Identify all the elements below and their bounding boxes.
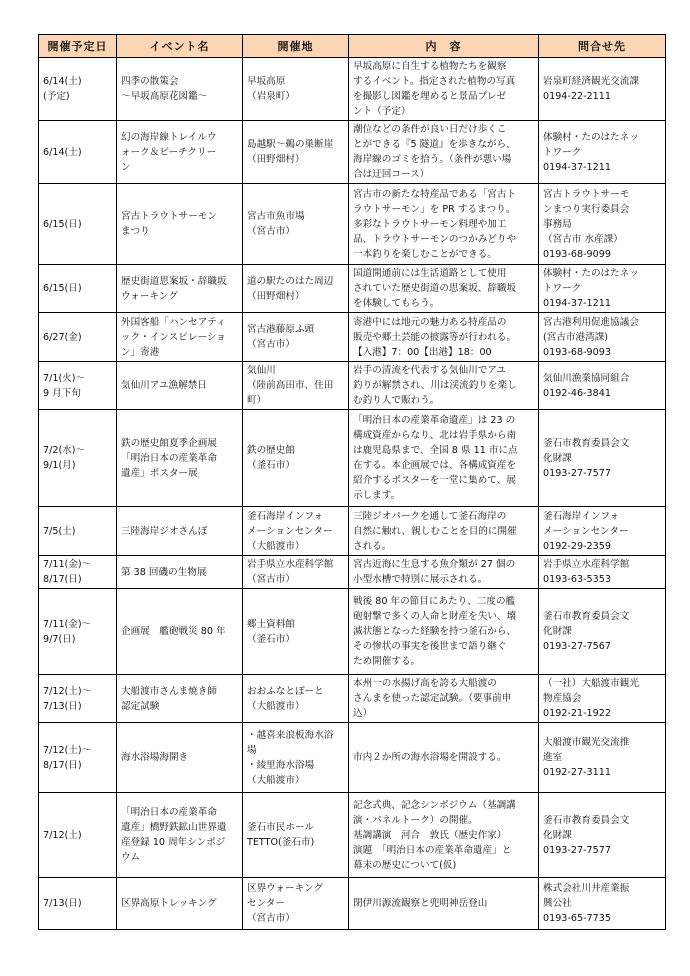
contact-line: 釜石市教育委員会文 — [543, 814, 630, 826]
table-row — [39, 265, 666, 313]
table-row — [39, 589, 666, 675]
venue-line: 岩手県立水産科学館 — [247, 559, 334, 570]
table-row — [39, 793, 666, 878]
cell-date — [39, 184, 117, 265]
contact-line: 0193-27-7567 — [543, 641, 611, 652]
content-line: 宮古市の新たな特産品である「宮古ト — [353, 188, 517, 200]
cell-event — [117, 556, 243, 589]
content-line: 国道開通前には生活道路として使用 — [353, 268, 507, 279]
event-line: 宮古トラウトサーモン — [121, 211, 217, 222]
event-line: ック・インスピレーショ — [121, 331, 226, 343]
venue-line: 釜石市民ホール — [247, 822, 314, 833]
contact-line: 体験村・たのはたネッ — [543, 268, 639, 279]
event-line: 四季の散策会 — [121, 76, 179, 87]
content-line: とができる『5 隧道』を歩きながら、 — [353, 139, 516, 150]
cell-date — [39, 675, 117, 723]
table-row — [39, 723, 666, 793]
contact-line: 宮古トラウトサーモ — [543, 188, 630, 200]
content-line: ため開催する。 — [353, 656, 421, 667]
header-venue: 開催地 — [243, 35, 349, 58]
content-line: 演・パネルトーク）の開催。 — [353, 814, 478, 826]
contact-line: 株式会社川井産業振 — [543, 883, 630, 894]
venue-line: （釜石市） — [247, 460, 295, 471]
contact-line: 0192-46-3841 — [543, 387, 611, 399]
content-line: 砲射撃で多くの人命と財産を失い、壊 — [353, 611, 517, 622]
venue-line: TETTO(釜石市) — [247, 837, 315, 848]
cell-date — [39, 410, 117, 507]
content-line: 滅状態となった経験を持つ釜石から、 — [353, 626, 517, 637]
contact-line: (宮古市港湾課) — [543, 331, 609, 343]
table-header-row — [39, 35, 666, 58]
date-line: 6/14(土) — [43, 76, 82, 87]
content-line: 岩手の清流を代表する気仙川でアユ — [353, 365, 507, 376]
content-line: 閉伊川源流観察と兜明神岳登山 — [353, 898, 488, 909]
cell-event — [117, 362, 243, 410]
content-line: ント（予定） — [353, 106, 411, 117]
cell-venue — [243, 675, 349, 723]
event-line: 三陸海岸ジオさんぽ — [121, 525, 208, 537]
contact-line: 気仙川漁業協同組合 — [543, 372, 630, 384]
contact-line: 化財課 — [543, 829, 572, 841]
content-line: を体験してもらう。 — [353, 298, 440, 309]
venue-line: （大船渡市） — [247, 774, 305, 786]
content-line: 寄港中には地元の魅力ある特産品の — [353, 316, 507, 328]
venue-line: 釜石海岸インフォ — [247, 510, 324, 522]
contact-line: 0193-27-7577 — [543, 844, 611, 856]
content-line: されていた歴史街道の思案坂、辞職坂 — [353, 283, 517, 294]
date-line: (予定) — [43, 91, 70, 102]
venue-line: （宮古市） — [247, 574, 295, 585]
venue-line: ・綾里海水浴場 — [247, 759, 315, 771]
content-line: 多彩なトラウトサーモン料理や加工 — [353, 218, 507, 230]
venue-line: おおふなとぽーと — [247, 685, 324, 697]
content-line: 一本釣りを楽しむことができる。 — [353, 248, 497, 260]
date-line: 9/7(日) — [43, 633, 76, 645]
venue-line: 島越駅～鵜の巣断崖 — [247, 139, 334, 150]
contact-line: 岩泉町経済観光交流課 — [543, 76, 639, 87]
event-line: ウム — [121, 852, 141, 863]
cell-contact — [539, 507, 666, 556]
content-line: 潮位などの条件が良い日だけ歩くこ — [353, 124, 507, 135]
venue-line: メーションセンター — [247, 525, 333, 537]
cell-venue — [243, 184, 349, 265]
cell-content — [349, 410, 539, 507]
venue-line: （宮古市） — [247, 913, 295, 924]
date-line: 6/27(金) — [43, 331, 82, 343]
event-line: 幻の海岸線トレイルウ — [121, 131, 217, 143]
event-line: ン」寄港 — [121, 346, 160, 358]
content-line: 記念式典、記念シンポジウム（基調講 — [353, 799, 516, 811]
cell-venue — [243, 58, 349, 121]
event-line: ン — [121, 161, 131, 173]
contact-line: 0192-29-2359 — [543, 540, 611, 552]
contact-line: 0192-21-1922 — [543, 708, 611, 719]
cell-contact — [539, 58, 666, 121]
content-line: 小型水槽で特別に展示される。 — [353, 574, 488, 585]
content-line: 【入港】7：00【出港】18：00 — [353, 346, 492, 358]
cell-content — [349, 589, 539, 675]
contact-line: 進室 — [543, 752, 563, 763]
cell-contact — [539, 793, 666, 878]
event-line: 企画展 艦砲戦災 80 年 — [121, 626, 226, 637]
venue-line: 宮古市魚市場 — [247, 211, 305, 222]
venue-line: （釜石市） — [247, 633, 295, 645]
date-line: 7/5(土) — [43, 525, 76, 537]
content-line: 幕末の歴史について(仮) — [353, 859, 457, 871]
content-line: 市内２か所の海水浴場を開設する。 — [353, 752, 507, 763]
cell-venue — [243, 723, 349, 793]
contact-line: 0193-63-5353 — [543, 574, 611, 585]
venue-line: 道の駅たのはた周辺 — [247, 275, 334, 287]
cell-date — [39, 793, 117, 878]
contact-line: 化財課 — [543, 452, 572, 464]
cell-event — [117, 878, 243, 930]
content-line: 海岸線のゴミを拾う。（条件が悪い場 — [353, 154, 512, 165]
cell-venue — [243, 793, 349, 878]
cell-date — [39, 878, 117, 930]
content-line: 込） — [353, 708, 373, 719]
content-line: その惨状の事実を後世まで語り継ぐ — [353, 641, 507, 652]
event-line: 外国客船「ハンセアティ — [121, 316, 226, 328]
cell-contact — [539, 184, 666, 265]
table-row — [39, 507, 666, 556]
date-line: 7/13(日) — [43, 700, 82, 712]
contact-line: 釜石市教育委員会文 — [543, 437, 630, 449]
cell-event — [117, 589, 243, 675]
content-line: 三陸ジオパークを通して釜石海岸の — [353, 510, 507, 522]
cell-venue — [243, 313, 349, 362]
event-line: 「明治日本の産業革命 — [121, 452, 217, 464]
cell-venue — [243, 589, 349, 675]
event-line: 認定試験 — [121, 700, 160, 712]
contact-line: 0193-65-7735 — [543, 913, 611, 924]
content-line: 演題 「明治日本の産業革命遺産」と — [353, 844, 512, 856]
cell-content — [349, 58, 539, 121]
date-line: 8/17(日) — [43, 759, 82, 771]
content-line: を撮影し図鑑を埋めると景品プレゼ — [353, 91, 507, 102]
contact-line: 岩手県立水産科学館 — [543, 559, 630, 570]
cell-content — [349, 265, 539, 313]
contact-line: 大船渡市観光交流推 — [543, 737, 630, 748]
contact-line: 0192-27-3111 — [543, 767, 611, 778]
cell-contact — [539, 265, 666, 313]
event-line: 遺産」ポスター展 — [121, 467, 198, 479]
event-line: 産登録 10 周年シンポジ — [121, 837, 226, 848]
contact-line: 0194-22-2111 — [543, 91, 611, 102]
cell-venue — [243, 410, 349, 507]
cell-date — [39, 589, 117, 675]
cell-date — [39, 556, 117, 589]
table-body — [39, 58, 666, 930]
cell-date — [39, 313, 117, 362]
cell-content — [349, 878, 539, 930]
cell-venue — [243, 507, 349, 556]
date-line: 9/1(月) — [43, 460, 76, 471]
event-schedule-table — [38, 34, 666, 930]
cell-event — [117, 121, 243, 184]
venue-line: （田野畑村） — [247, 154, 305, 165]
content-line: 品、トラウトサーモンのつかみどりや — [353, 233, 517, 245]
content-line: 宮古近海に生息する魚介類が 27 個の — [353, 559, 516, 570]
content-line: 「明治日本の産業革命遺産」は 23 の — [353, 415, 516, 426]
cell-event — [117, 675, 243, 723]
contact-line: 0193-68-9099 — [543, 248, 611, 260]
event-line: 区界高原トレッキング — [121, 898, 217, 909]
cell-venue — [243, 362, 349, 410]
cell-event — [117, 184, 243, 265]
cell-contact — [539, 121, 666, 184]
contact-line: 0194-37-1211 — [543, 161, 611, 173]
cell-contact — [539, 556, 666, 589]
date-line: 7/1(火)～ — [43, 372, 86, 384]
event-line: 大船渡市さんま焼き師 — [121, 685, 217, 697]
content-line: む釣り人で賑わう。 — [353, 395, 440, 406]
cell-contact — [539, 313, 666, 362]
date-line: 8/17(日) — [43, 574, 82, 585]
date-line: 7/11(金)～ — [43, 559, 92, 570]
content-line: するイベント。指定された植物の写真 — [353, 76, 516, 87]
date-line: 7/12(土)～ — [43, 744, 92, 756]
content-line: 合は迂回コース） — [353, 169, 430, 180]
date-line: 7/12(土)～ — [43, 685, 92, 697]
cell-content — [349, 184, 539, 265]
date-line: 7/12(土) — [43, 829, 82, 841]
event-line: 遺産」橋野鉄鉱山世界遺 — [121, 822, 227, 833]
event-line: 歴史街道思案坂・辞職坂 — [121, 275, 227, 287]
venue-line: （大船渡市） — [247, 540, 305, 552]
cell-content — [349, 507, 539, 556]
cell-venue — [243, 265, 349, 313]
cell-contact — [539, 362, 666, 410]
event-line: 第 38 回磯の生物展 — [121, 566, 207, 578]
event-line: 鉄の歴史館夏季企画展 — [121, 437, 217, 449]
date-line: 7/13(日) — [43, 898, 82, 909]
header-date: 開催予定日 — [39, 35, 117, 58]
venue-line: （陸前高田市、住田 — [247, 380, 334, 391]
contact-line: 0194-37-1211 — [543, 298, 611, 309]
contact-line: 化財課 — [543, 626, 572, 637]
contact-line: 体験村・たのはたネッ — [543, 131, 639, 143]
table-row — [39, 410, 666, 507]
table-row — [39, 184, 666, 265]
cell-event — [117, 410, 243, 507]
content-line: 示します。 — [353, 490, 401, 501]
contact-line: トワーク — [543, 146, 582, 158]
venue-line: （岩泉町） — [247, 91, 295, 102]
venue-line: （大船渡市） — [247, 700, 305, 712]
venue-line: （田野畑村） — [247, 290, 305, 302]
venue-line: （宮古市） — [247, 339, 295, 350]
contact-line: 事務局 — [543, 218, 572, 230]
content-line: ラウトサーモン」を PR するまつり。 — [353, 203, 516, 215]
cell-contact — [539, 410, 666, 507]
contact-line: メーションセンター — [543, 525, 629, 537]
cell-venue — [243, 556, 349, 589]
content-line: 基調講演 河合 敦氏（歴史作家） — [353, 829, 507, 841]
contact-line: 釜石海岸インフォ — [543, 510, 620, 522]
cell-event — [117, 58, 243, 121]
contact-line: 0193-27-7577 — [543, 467, 611, 479]
venue-line: 場 — [247, 744, 257, 756]
contact-line: トワーク — [543, 283, 582, 294]
contact-line: （宮古市 水産課） — [543, 233, 623, 245]
cell-event — [117, 723, 243, 793]
cell-contact — [539, 878, 666, 930]
date-line: 6/15(日) — [43, 283, 82, 294]
cell-content — [349, 723, 539, 793]
venue-line: 気仙川 — [247, 365, 276, 376]
cell-content — [349, 793, 539, 878]
contact-line: 宮古港利用促進協議会 — [543, 316, 639, 328]
table-row — [39, 313, 666, 362]
table-row — [39, 121, 666, 184]
table-row — [39, 675, 666, 723]
content-line: 戦後 80 年の節目にあたり、二度の艦 — [353, 596, 516, 607]
content-line: 釣りが解禁され、川は渓流釣りを楽し — [353, 380, 517, 391]
content-line: 自然に触れ、親しむことを目的に開催 — [353, 525, 517, 537]
cell-contact — [539, 675, 666, 723]
content-line: は鹿児島県まで、全国 8 県 11 市に点 — [353, 445, 518, 456]
date-line: 6/15(日) — [43, 218, 82, 230]
event-line: まつり — [121, 226, 150, 237]
cell-content — [349, 675, 539, 723]
event-line: 「明治日本の産業革命 — [121, 807, 217, 818]
cell-date — [39, 723, 117, 793]
venue-line: 宮古港藤原ふ頭 — [247, 324, 315, 335]
venue-line: ・越喜来浪板海水浴 — [247, 729, 334, 741]
event-line: 気仙川アユ漁解禁日 — [121, 380, 207, 391]
table-row — [39, 556, 666, 589]
venue-line: センター — [247, 898, 285, 909]
contact-line: 興公社 — [543, 898, 572, 909]
date-line: 7/2(水)～ — [43, 445, 86, 456]
contact-line: 物産協会 — [543, 693, 582, 704]
header-contact: 問合せ先 — [539, 35, 666, 58]
cell-event — [117, 265, 243, 313]
cell-date — [39, 507, 117, 556]
cell-content — [349, 313, 539, 362]
content-line: 販売や郷土芸能の披露等が行われる。 — [353, 331, 517, 343]
event-line: ウォーキング — [121, 290, 178, 302]
content-line: 本州一の水揚げ高を誇る大船渡の — [353, 678, 497, 689]
cell-date — [39, 121, 117, 184]
cell-event — [117, 507, 243, 556]
cell-venue — [243, 878, 349, 930]
header-event: イベント名 — [117, 35, 243, 58]
venue-line: 区界ウォーキング — [247, 883, 324, 894]
table-row — [39, 878, 666, 930]
cell-date — [39, 265, 117, 313]
cell-date — [39, 362, 117, 410]
content-line: さんまを使った認定試験。（要事前申 — [353, 693, 512, 704]
contact-line: 0193-68-9093 — [543, 346, 611, 358]
contact-line: ンまつり実行委員会 — [543, 203, 630, 215]
venue-line: 郷土資料館 — [247, 618, 295, 630]
content-line: 構成資産からなり、北は岩手県から南 — [353, 430, 517, 441]
cell-contact — [539, 589, 666, 675]
contact-line: （一社）大船渡市観光 — [543, 678, 639, 689]
cell-event — [117, 793, 243, 878]
date-line: 9 月下旬 — [43, 387, 81, 399]
venue-line: 早坂高原 — [247, 76, 286, 87]
cell-event — [117, 313, 243, 362]
venue-line: 町） — [247, 395, 267, 406]
event-line: ォーク＆ビーチクリー — [121, 146, 217, 158]
event-line: 海水浴場海開き — [121, 752, 189, 763]
header-content: 内 容 — [349, 35, 539, 58]
content-line: 紹介するポスターを一堂に集めて、展 — [353, 475, 516, 486]
cell-content — [349, 121, 539, 184]
date-line: 6/14(土) — [43, 146, 82, 158]
event-line: ～早坂高原花図鑑～ — [121, 91, 208, 102]
cell-content — [349, 556, 539, 589]
table-row — [39, 362, 666, 410]
venue-line: （宮古市） — [247, 226, 295, 237]
table-row — [39, 58, 666, 121]
venue-line: 鉄の歴史館 — [247, 445, 295, 456]
cell-venue — [243, 121, 349, 184]
date-line: 7/11(金)～ — [43, 618, 92, 630]
content-line: 早坂高原に自生する植物たちを観察 — [353, 61, 507, 72]
content-line: される。 — [353, 540, 392, 552]
contact-line: 釜石市教育委員会文 — [543, 611, 630, 622]
cell-contact — [539, 723, 666, 793]
cell-content — [349, 362, 539, 410]
content-line: 在する。本企画展では、各構成資産を — [353, 460, 517, 471]
cell-date — [39, 58, 117, 121]
